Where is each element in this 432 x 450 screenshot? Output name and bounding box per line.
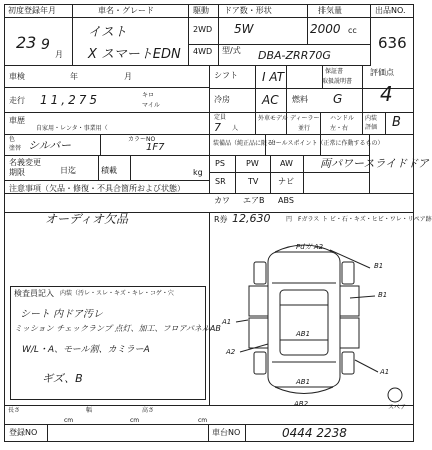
- dealer-sub: 並行: [298, 125, 311, 132]
- ac-value: AC: [262, 93, 279, 107]
- spare-label: スペア: [388, 404, 407, 411]
- capacity-label: 定員: [214, 114, 227, 121]
- car-name-label: 車名・グレード: [98, 6, 154, 15]
- damage-left-low: A2: [226, 348, 236, 356]
- kg-label: kg: [193, 168, 203, 177]
- drive-label: 駆動: [193, 6, 209, 15]
- r-ticket-unit: 円: [286, 216, 293, 223]
- shift-label: シフト: [214, 71, 238, 80]
- day-label: 日迄: [60, 166, 76, 175]
- equip-abs: ABS: [278, 196, 294, 205]
- equip-aw: AW: [280, 159, 293, 168]
- inspector-line-3: W/L・A、モール割、カミラーA: [22, 345, 150, 355]
- equipment-title: 装備品（純正品に限る）: [213, 140, 280, 147]
- damage-right-low: A1: [380, 368, 390, 376]
- color-no-label: カラーNO: [128, 136, 156, 143]
- load-label: 積載: [101, 166, 117, 175]
- r-ticket-label: R券: [214, 215, 228, 224]
- damage-top: Pdガ A2: [296, 243, 324, 251]
- drive-4wd: 4WD: [193, 47, 213, 56]
- inspector-line-2: ミッション チェックランプ 点灯、加工、フロアパネルAB: [14, 324, 221, 333]
- equip-tv: TV: [248, 177, 259, 186]
- name-change-label: 名義変更: [9, 158, 41, 167]
- model-label: 型/式: [222, 46, 241, 55]
- equip-ps: PS: [215, 159, 225, 168]
- color-label: 色: [9, 136, 16, 143]
- equip-sr: SR: [215, 177, 226, 186]
- notes-label: 注意事項（欠品・修復・不具合箇所および状態）: [9, 184, 185, 193]
- damage-rear-1: AB1: [296, 378, 311, 386]
- km-label: キロ: [142, 92, 155, 99]
- length-unit: cm: [64, 417, 74, 424]
- reg-year: 23: [16, 33, 37, 52]
- damage-right-mid: B1: [378, 291, 388, 299]
- manual-label: 取扱説明書: [322, 78, 353, 85]
- sales-point-value: 両パワースライドドア: [320, 157, 429, 170]
- crack-labels: ト ビ・石・キズ・ヒビ・ワレ・リペア跡: [322, 216, 432, 223]
- first-reg-label: 初度登録年月: [8, 6, 56, 15]
- length-label: 長さ: [8, 407, 21, 414]
- equip-navi: ナビ: [278, 177, 294, 186]
- fuel-label: 燃料: [292, 95, 308, 104]
- reg-no-label: 登録NO: [9, 428, 38, 437]
- inspection-year: 年: [70, 72, 78, 81]
- capacity-unit: 人: [232, 125, 239, 132]
- deadline-label: 期限: [9, 168, 25, 177]
- chassis-label: 車台NO: [212, 428, 241, 437]
- handle-sub: 左・右: [330, 125, 349, 132]
- interior-sub: 評価: [365, 124, 378, 131]
- interior-value: B: [392, 115, 401, 130]
- width-label: 幅: [86, 407, 93, 414]
- drive-2wd: 2WD: [193, 25, 213, 34]
- handle-label: ハンドル: [330, 115, 355, 122]
- score-label: 評価点: [370, 68, 394, 77]
- inspector-interior-options: 内装（汚レ・スレ・キズ・キレ・コゲ・穴: [60, 290, 174, 297]
- fglass-label: Fガラス: [298, 216, 320, 223]
- color-no-value: 1F7: [146, 142, 165, 153]
- color-value: シルバー: [28, 139, 71, 152]
- notes-value: オーディオ欠品: [45, 212, 129, 226]
- mileage-value: 11,275: [40, 93, 100, 107]
- month-unit: 月: [55, 50, 63, 59]
- sales-point-label: セールスポイント（正常に作動するもの）: [270, 140, 384, 147]
- grade-value: X スマートEDN: [88, 47, 181, 62]
- capacity-value: 7: [214, 121, 221, 134]
- lot-label: 出品NO.: [375, 6, 406, 15]
- model-code: DBA-ZRR70G: [258, 49, 331, 62]
- shift-value: I AT: [262, 70, 285, 84]
- mileage-label: 走行: [9, 96, 25, 105]
- warranty-label: 保証書: [325, 68, 344, 75]
- mile-label: マイル: [142, 102, 160, 109]
- damage-right-front: B1: [374, 262, 384, 270]
- inspection-month: 月: [124, 72, 132, 81]
- damage-center: AB1: [296, 330, 311, 338]
- inspection-label: 車検: [9, 72, 25, 81]
- cc-unit: cc: [348, 26, 357, 35]
- chassis-value: 0444 2238: [282, 426, 347, 440]
- inspector-label: 検査員記入: [14, 289, 54, 298]
- doors-label: ドア数・形状: [224, 6, 272, 15]
- score-value: 4: [380, 82, 393, 106]
- displacement-label: 排気量: [318, 6, 342, 15]
- equip-leather: カワ: [214, 196, 230, 205]
- cc-value: 2000: [310, 22, 341, 36]
- ac-label: 冷房: [214, 95, 230, 104]
- damage-left-mid: A1: [222, 318, 232, 326]
- width-unit: cm: [130, 417, 140, 424]
- interior-label: 内装: [365, 115, 378, 122]
- dealer-label: ディーラー: [290, 115, 320, 122]
- height-label: 高さ: [142, 407, 155, 414]
- r-ticket-value: 12,630: [232, 212, 271, 225]
- equip-airbag: エアB: [243, 196, 265, 205]
- doors-value: 5W: [234, 22, 254, 36]
- import-label: 外車モデル: [258, 115, 288, 122]
- height-unit: cm: [198, 417, 208, 424]
- reg-month: 9: [41, 37, 50, 53]
- fuel-value: G: [333, 92, 343, 106]
- damage-rear-2: AB2: [294, 400, 309, 408]
- history-label: 車歴: [9, 116, 25, 125]
- car-name-value: イスト: [88, 25, 127, 40]
- color-sub: 塗替: [9, 145, 22, 152]
- history-options: 自家用・レンタ・事業用（: [36, 125, 108, 132]
- equip-pw: PW: [246, 159, 259, 168]
- lot-number: 636: [378, 34, 407, 52]
- inspector-line-1: シート 内ドア汚レ: [20, 309, 103, 320]
- inspector-line-4: ギズ、B: [42, 372, 83, 385]
